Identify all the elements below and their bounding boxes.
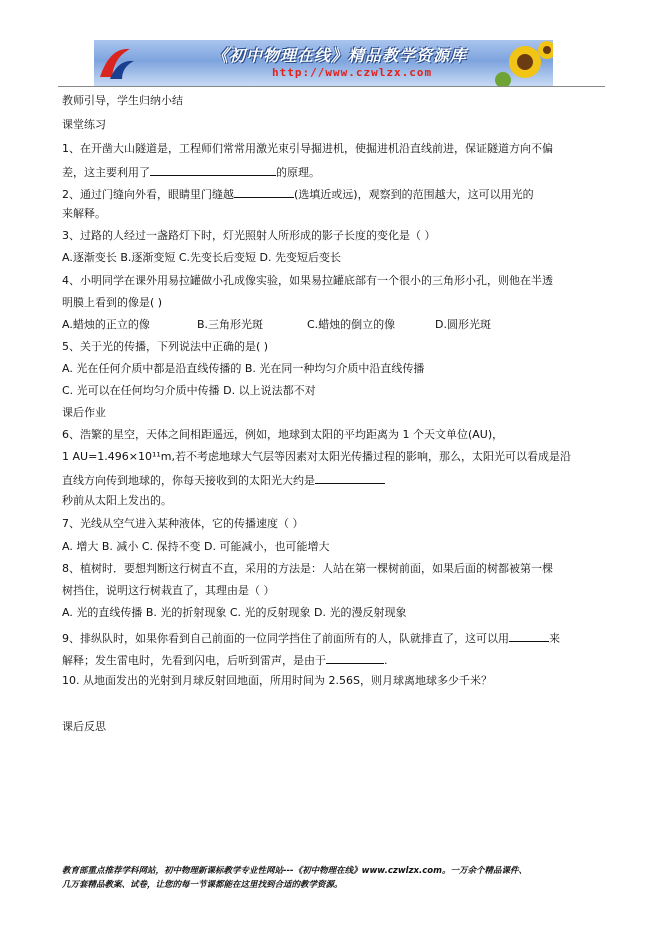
question-6-line-4: 秒前从太阳上发出的。 [62, 494, 172, 507]
section-reflection: 课后反思 [62, 720, 106, 733]
question-9-line-1: 9、排纵队时，如果你看到自己前面的一位同学挡住了前面所有的人，队就排直了，这可以用 来 [62, 632, 560, 645]
answer-blank[interactable] [234, 186, 294, 198]
banner-url[interactable]: http://www.czwlzx.com [272, 66, 433, 79]
question-7-options: A. 增大 B. 减小 C. 保持不变 D. 可能减小，也可能增大 [62, 540, 330, 553]
answer-blank[interactable] [509, 630, 549, 642]
footer-line-2: 几万套精品教案、试卷，让您的每一节课都能在这里找到合适的教学资源。 [62, 880, 343, 890]
header-rule [58, 86, 605, 87]
question-2-line-1: 2、通过门缝向外看，眼睛里门缝越 (选填近或远)，观察到的范围越大，这可以用光的 [62, 188, 534, 201]
footer-note [62, 864, 622, 892]
section-homework: 课后作业 [62, 406, 106, 419]
question-2-line-2: 来解释。 [62, 207, 106, 220]
answer-blank[interactable] [326, 652, 384, 664]
question-4-line-2: 明膜上看到的像是( ) [62, 296, 163, 309]
question-7: 7、光线从空气进入某种液体，它的传播速度（ ） [62, 517, 304, 530]
question-10: 10. 从地面发出的光射到月球反射回地面，所用时间为 2.56S，则月球离地球多少千米？ [62, 674, 492, 687]
question-3-options: A.逐渐变长 B.逐渐变短 C.先变长后变短 D. 先变短后变长 [62, 251, 341, 264]
footer-line-1: 教育部重点推荐学科网站，初中物理新课标教学专业性网站---《初中物理在线》www.czwlzx.com。一万余个精品课件、 [62, 866, 527, 876]
question-8-line-2: 树挡住，说明这行树栽直了，其理由是（ ） [62, 584, 275, 597]
question-8-options: A. 光的直线传播 B. 光的折射现象 C. 光的反射现象 D. 光的漫反射现象 [62, 606, 407, 619]
sunflower-icon [495, 40, 553, 86]
summary-text: 教师引导，学生归纳小结 [62, 94, 183, 107]
question-5-options-cd: C. 光可以在任何均匀介质中传播 D. 以上说法都不对 [62, 384, 316, 397]
question-6-line-3: 直线方向传到地球的，你每天接收到的太阳光大约是 [62, 472, 385, 488]
question-9-line-2: 解释；发生雷电时，先看到闪电，后听到雷声，是由于 . [62, 654, 388, 667]
option-b: B.三角形光斑 [197, 318, 264, 331]
question-5: 5、关于光的传播，下列说法中正确的是( ) [62, 340, 269, 353]
answer-blank[interactable] [150, 164, 276, 176]
question-1-line-1: 1、在开凿大山隧道是，工程师们常常用激光束引导掘进机，使掘进机沿直线前进，保证隧道方向不偏 [62, 142, 553, 155]
option-d: D.圆形光斑 [435, 318, 491, 331]
option-a: A.蜡烛的正立的像 [62, 318, 150, 331]
question-6-line-1: 6、浩繁的星空，天体之间相距遥远，例如，地球到太阳的平均距离为 1 个天文单位(AU)， [62, 428, 504, 441]
header-banner [94, 40, 553, 86]
banner-title: 《初中物理在线》精品教学资源库 [212, 46, 468, 65]
question-6-line-2: 1 AU=1.496×10¹¹m,若不考虑地球大气层等因素对太阳光传播过程的影响，那么，太阳光可以看成是沿 [62, 450, 572, 463]
question-3: 3、过路的人经过一盏路灯下时，灯光照射人所形成的影子长度的变化是（ ） [62, 229, 436, 242]
question-1-line-2: 差，这主要利用了 的原理。 [62, 166, 320, 179]
question-4-line-1: 4、小明同学在课外用易拉罐做小孔成像实验，如果易拉罐底部有一个很小的三角形小孔，则他在半透 [62, 274, 553, 287]
question-8-line-1: 8、植树时．要想判断这行树直不直，采用的方法是：人站在第一棵树前面，如果后面的树都被第一棵 [62, 562, 553, 575]
option-c: C.蜡烛的倒立的像 [307, 318, 396, 331]
section-classroom-practice: 课堂练习 [62, 118, 106, 131]
question-5-options-ab: A. 光在任何介质中都是沿直线传播的 B. 光在同一种均匀介质中沿直线传播 [62, 362, 425, 375]
logo-icon [96, 43, 136, 83]
answer-blank[interactable] [315, 472, 385, 484]
